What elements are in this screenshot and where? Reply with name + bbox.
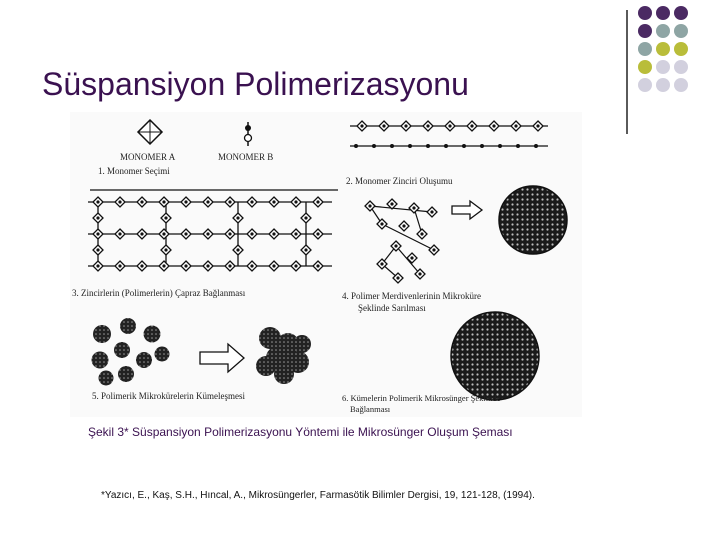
arrow-icon xyxy=(200,344,244,372)
wrapping-ladder xyxy=(365,199,439,283)
decor-dot xyxy=(674,60,688,74)
decor-dot xyxy=(638,60,652,74)
decor-dot xyxy=(656,42,670,56)
decor-dot xyxy=(638,42,652,56)
step6-label-line1: 6. Kümelerin Polimerik Mikrosünger Şeklinde xyxy=(342,393,501,403)
decor-dot xyxy=(674,6,688,20)
clustered-spheres xyxy=(256,327,311,384)
process-diagram xyxy=(70,112,582,417)
reference-citation: *Yazıcı, E., Kaş, S.H., Hıncal, A., Mikrosüngerler, Farmasötik Bilimler Dergisi, 19, 121-128, (1994). xyxy=(101,490,535,501)
decor-dot xyxy=(656,60,670,74)
decor-dot xyxy=(638,78,652,92)
step4-label-line1: 4. Polimer Merdivenlerinin Mikroküre xyxy=(342,291,481,301)
decor-dot xyxy=(656,78,670,92)
decor-dot xyxy=(656,24,670,38)
monomer-b-shape xyxy=(245,122,252,146)
decor-dot xyxy=(638,24,652,38)
decor-dot xyxy=(638,6,652,20)
step2-label: 2. Monomer Zinciri Oluşumu xyxy=(346,176,453,186)
slide-title: Süspansiyon Polimerizasyonu xyxy=(42,66,469,102)
monomer-chains xyxy=(350,121,548,148)
decor-dot xyxy=(674,42,688,56)
decor-dot xyxy=(656,6,670,20)
monomer-a-label: MONOMER A xyxy=(120,152,176,162)
cross-linked-ladder xyxy=(88,197,332,271)
step5-label: 5. Polimerik Mikrokürelerin Kümeleşmesi xyxy=(92,391,245,401)
decor-dot xyxy=(674,24,688,38)
microsphere-clusters xyxy=(92,318,170,386)
step6-label-line2: Bağlanması xyxy=(350,404,391,414)
monomer-b-label: MONOMER B xyxy=(218,152,274,162)
process-figure xyxy=(70,112,582,417)
microsphere-icon xyxy=(499,186,567,254)
figure-caption: Şekil 3* Süspansiyon Polimerizasyonu Yöntemi ile Mikrosünger Oluşum Şeması xyxy=(88,425,513,439)
step4-label-line2: Şeklinde Sarılması xyxy=(358,303,426,313)
monomer-a-shape xyxy=(138,120,162,144)
step1-label: 1. Monomer Seçimi xyxy=(98,166,170,176)
step3-label: 3. Zincirlerin (Polimerlerin) Çapraz Bağlanması xyxy=(72,288,246,298)
divider-line xyxy=(626,10,628,134)
decor-dot xyxy=(674,78,688,92)
arrow-icon xyxy=(452,201,482,219)
microsponge-icon xyxy=(451,312,539,400)
